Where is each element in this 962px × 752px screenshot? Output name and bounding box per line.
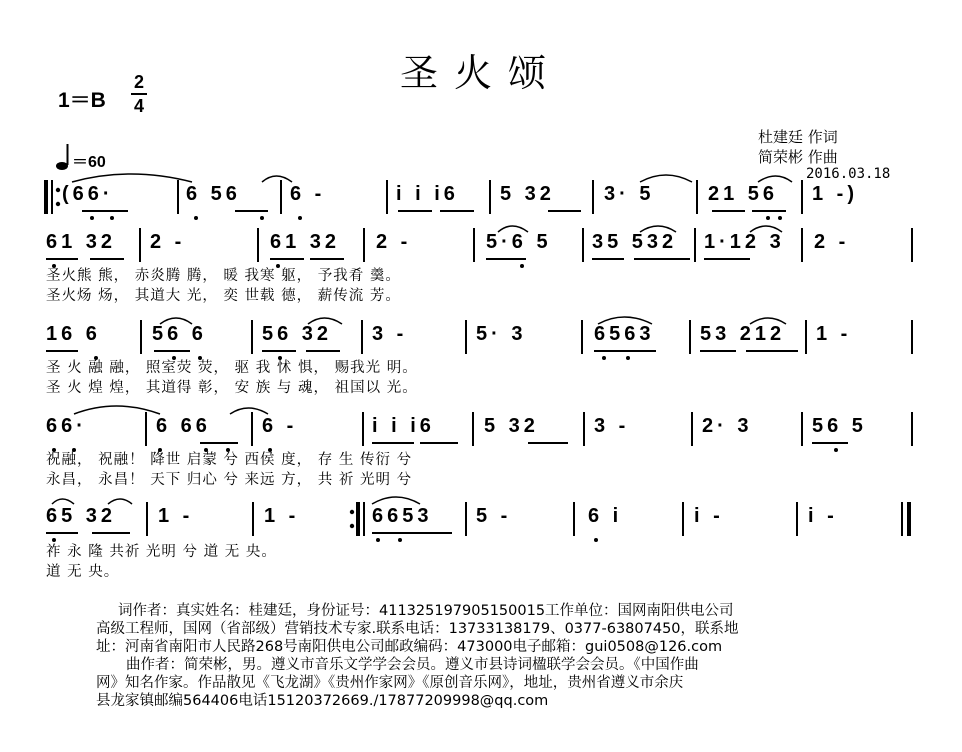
bar-s3-6: 6563 bbox=[594, 323, 655, 345]
lyricist-credit: 杜建廷 作词 bbox=[758, 128, 838, 146]
bar-s1-2: 6 56 bbox=[186, 183, 241, 205]
bar-s4-4: i i i6 bbox=[372, 415, 435, 437]
author-info-line: 网》知名作家。作品散见《飞龙湖》《贵州作家网》《原创音乐网》，地址，贵州省遵义市余庆 bbox=[96, 675, 684, 691]
author-info-line: 曲作者：简荣彬，男。遵义市音乐文学学会会员。遵义市县诗词楹联学会会员。《中国作曲 bbox=[126, 657, 699, 673]
bar-s4-7: 2· 3 bbox=[702, 415, 753, 437]
bar-s3-4: 3 - bbox=[372, 323, 408, 345]
author-info-line: 县龙家镇邮编564406电话15120372669./17877209998@qq.com bbox=[96, 693, 549, 709]
bar-s4-6: 3 - bbox=[594, 415, 630, 437]
bar-s5-6: 6 i bbox=[588, 505, 623, 527]
bar-s3-1: 16 6 bbox=[46, 323, 101, 345]
lyric-s5-line2: 道 无 央。 bbox=[46, 564, 120, 580]
key-signature: 1＝B bbox=[58, 89, 106, 112]
lyric-s2-line1: 圣火熊 熊， 赤炎腾 腾， 暖 我寒 躯， 予我肴 羹。 bbox=[46, 268, 401, 284]
lyric-s4-line1: 祝融， 祝融！ 降世 启蒙 兮 西侯 度， 存 生 传衍 兮 bbox=[46, 452, 413, 468]
bar-s5-1: 65 32 bbox=[46, 505, 117, 527]
bar-s3-7: 53 212 bbox=[700, 323, 786, 345]
bar-s2-5: 5·6 5 bbox=[486, 231, 552, 253]
lyric-s3-line1: 圣 火 融 融， 照室荧 荧， 驱 我 怵 惧， 赐我光 明。 bbox=[46, 360, 418, 376]
lyric-s3-line2: 圣 火 煌 煌， 其道得 彰， 安 族 与 魂， 祖国以 光。 bbox=[46, 380, 418, 396]
author-info-line: 高级工程师，国网（省部级）营销技术专家.联系电话：13733138179、0377-63807450，联系地 bbox=[96, 621, 739, 637]
bar-s5-4: 6653 bbox=[372, 505, 433, 527]
bar-s4-8: 56 5 bbox=[812, 415, 867, 437]
bar-s5-7: i - bbox=[694, 505, 724, 527]
bar-s1-8: 1 -) bbox=[812, 183, 858, 205]
time-signature-bottom: 4 bbox=[133, 96, 144, 116]
author-info-line: 址：河南省南阳市人民路268号南阳供电公司邮政编码：473000电子邮箱：gui0508@126.com bbox=[96, 639, 723, 655]
bar-s2-7: 1·12 3 bbox=[704, 231, 785, 253]
bar-s2-6: 35 532 bbox=[592, 231, 678, 253]
date-credit: 2016.03.18 bbox=[806, 166, 891, 182]
bar-s4-3: 6 - bbox=[262, 415, 298, 437]
bar-s3-3: 56 32 bbox=[262, 323, 333, 345]
bar-s3-5: 5· 3 bbox=[476, 323, 527, 345]
bar-s1-5: 5 32 bbox=[500, 183, 555, 205]
bar-s3-2: 56 6 bbox=[152, 323, 207, 345]
bar-s3-8: 1 - bbox=[816, 323, 852, 345]
lyric-s5-line1: 祚 永 隆 共祈 光明 兮 道 无 央。 bbox=[46, 544, 277, 560]
bar-s2-3: 61 32 bbox=[270, 231, 341, 253]
bar-s5-5: 5 - bbox=[476, 505, 512, 527]
composer-credit: 简荣彬 作曲 bbox=[758, 148, 838, 166]
bar-s1-7: 21 56 bbox=[708, 183, 779, 205]
lyric-s2-line2: 圣火炀 炀， 其道大 光， 奕 世载 德， 薪传流 芳。 bbox=[46, 288, 401, 304]
bar-s2-8: 2 - bbox=[814, 231, 850, 253]
song-title: 圣火颂 bbox=[399, 51, 562, 95]
bar-s1-1: (66· bbox=[62, 183, 114, 205]
bar-s1-4: i i i6 bbox=[396, 183, 459, 205]
author-info-line: 词作者：真实姓名：桂建廷，身份证号：411325197905150015工作单位：国网南阳供电公司 bbox=[118, 603, 734, 619]
bar-s4-2: 6 66 bbox=[156, 415, 211, 437]
bar-s2-1: 61 32 bbox=[46, 231, 117, 253]
bar-s2-2: 2 - bbox=[150, 231, 186, 253]
bar-s5-3: 1 - bbox=[264, 505, 300, 527]
bar-s4-1: 66· bbox=[46, 415, 87, 437]
bar-s5-2: 1 - bbox=[158, 505, 194, 527]
author-info bbox=[96, 602, 896, 710]
bar-s2-4: 2 - bbox=[376, 231, 412, 253]
time-signature-top: 2 bbox=[133, 72, 144, 92]
bar-s5-8: i - bbox=[808, 505, 838, 527]
lyric-s4-line2: 永昌， 永昌！ 天下 归心 兮 来远 方， 共 祈 光明 兮 bbox=[46, 472, 413, 488]
bar-s1-3: 6 - bbox=[290, 183, 326, 205]
tempo-value: ＝60 bbox=[72, 154, 106, 171]
bar-s4-5: 5 32 bbox=[484, 415, 539, 437]
bar-s1-6: 3· 5 bbox=[604, 183, 655, 205]
